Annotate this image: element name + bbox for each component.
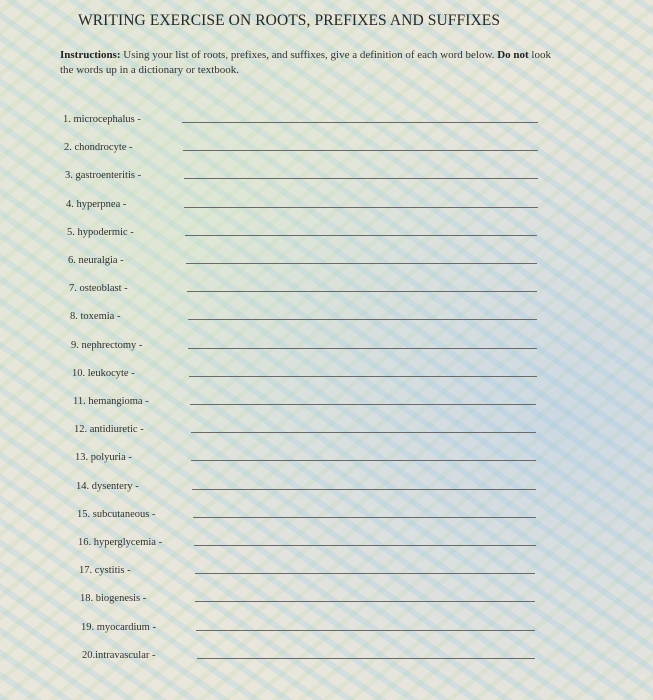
instructions-emphasis: Do not bbox=[497, 49, 529, 61]
exercise-item-label: 9. nephrectomy - bbox=[71, 339, 143, 351]
exercise-item-label: 18. biogenesis - bbox=[80, 593, 147, 605]
exercise-item bbox=[0, 170, 653, 186]
answer-line[interactable] bbox=[191, 432, 537, 433]
exercise-item bbox=[0, 481, 653, 497]
answer-line[interactable] bbox=[182, 122, 538, 123]
exercise-item bbox=[0, 537, 653, 553]
answer-line[interactable] bbox=[191, 460, 536, 461]
answer-line[interactable] bbox=[192, 489, 536, 490]
exercise-item-label: 17. cystitis - bbox=[79, 565, 131, 577]
exercise-item-label: 15. subcutaneous - bbox=[77, 508, 156, 520]
exercise-item bbox=[0, 311, 653, 327]
answer-line[interactable] bbox=[193, 517, 536, 518]
exercise-item bbox=[0, 255, 653, 271]
answer-line[interactable] bbox=[185, 235, 537, 236]
exercise-item bbox=[0, 114, 653, 130]
instructions-text-1: Using your list of roots, prefixes, and suffixes, give a definition of each word below. bbox=[120, 49, 498, 61]
exercise-item-label: 5. hypodermic - bbox=[67, 226, 134, 238]
exercise-item-label: 3. gastroenteritis - bbox=[65, 170, 142, 182]
answer-line[interactable] bbox=[197, 658, 535, 659]
exercise-item-label: 19. myocardium - bbox=[81, 621, 156, 633]
exercise-item-label: 13. polyuria - bbox=[75, 452, 132, 464]
exercise-item-label: 14. dysentery - bbox=[76, 480, 139, 492]
exercise-item-label: 8. toxemia - bbox=[70, 311, 121, 323]
answer-line[interactable] bbox=[190, 404, 537, 405]
answer-line[interactable] bbox=[183, 150, 538, 151]
exercise-item bbox=[0, 142, 653, 158]
answer-line[interactable] bbox=[184, 207, 537, 208]
answer-line[interactable] bbox=[196, 630, 535, 631]
answer-line[interactable] bbox=[184, 178, 538, 179]
exercise-item bbox=[0, 622, 653, 638]
answer-line[interactable] bbox=[195, 573, 536, 574]
exercise-item bbox=[0, 509, 653, 525]
answer-line[interactable] bbox=[189, 376, 536, 377]
exercise-item bbox=[0, 368, 653, 384]
exercise-item-label: 12. antidiuretic - bbox=[74, 424, 144, 436]
exercise-item-label: 16. hyperglycemia - bbox=[78, 537, 163, 548]
exercise-item bbox=[0, 227, 653, 243]
instructions-text-2: look the words up in a dictionary or textbook. bbox=[60, 49, 551, 76]
page-title: WRITING EXERCISE ON ROOTS, PREFIXES AND SUFFIXES bbox=[78, 12, 501, 29]
exercise-item-label: 4. hyperpnea - bbox=[66, 198, 127, 210]
answer-line[interactable] bbox=[187, 291, 537, 292]
exercise-item-label: 11. hemangioma - bbox=[73, 396, 149, 407]
answer-line[interactable] bbox=[195, 601, 535, 602]
answer-line[interactable] bbox=[194, 545, 536, 546]
answer-line[interactable] bbox=[188, 348, 536, 349]
exercise-item bbox=[0, 650, 653, 666]
exercise-item-label: 20.intravascular - bbox=[82, 649, 156, 661]
exercise-item-label: 10. leukocyte - bbox=[72, 367, 135, 379]
exercise-item bbox=[0, 199, 653, 215]
answer-line[interactable] bbox=[188, 319, 537, 320]
exercise-item-label: 1. microcephalus - bbox=[63, 114, 141, 125]
exercise-item-label: 7. osteoblast - bbox=[69, 283, 128, 295]
exercise-item-label: 2. chondrocyte - bbox=[64, 142, 133, 154]
exercise-item bbox=[0, 283, 653, 299]
exercise-item bbox=[0, 340, 653, 356]
instructions-lead: Instructions: bbox=[60, 49, 121, 61]
exercise-item bbox=[0, 452, 653, 468]
exercise-item bbox=[0, 396, 653, 412]
exercise-item-label: 6. neuralgia - bbox=[68, 255, 124, 266]
exercise-item bbox=[0, 593, 653, 609]
exercise-item bbox=[0, 565, 653, 581]
answer-line[interactable] bbox=[186, 263, 537, 264]
exercise-item bbox=[0, 424, 653, 440]
